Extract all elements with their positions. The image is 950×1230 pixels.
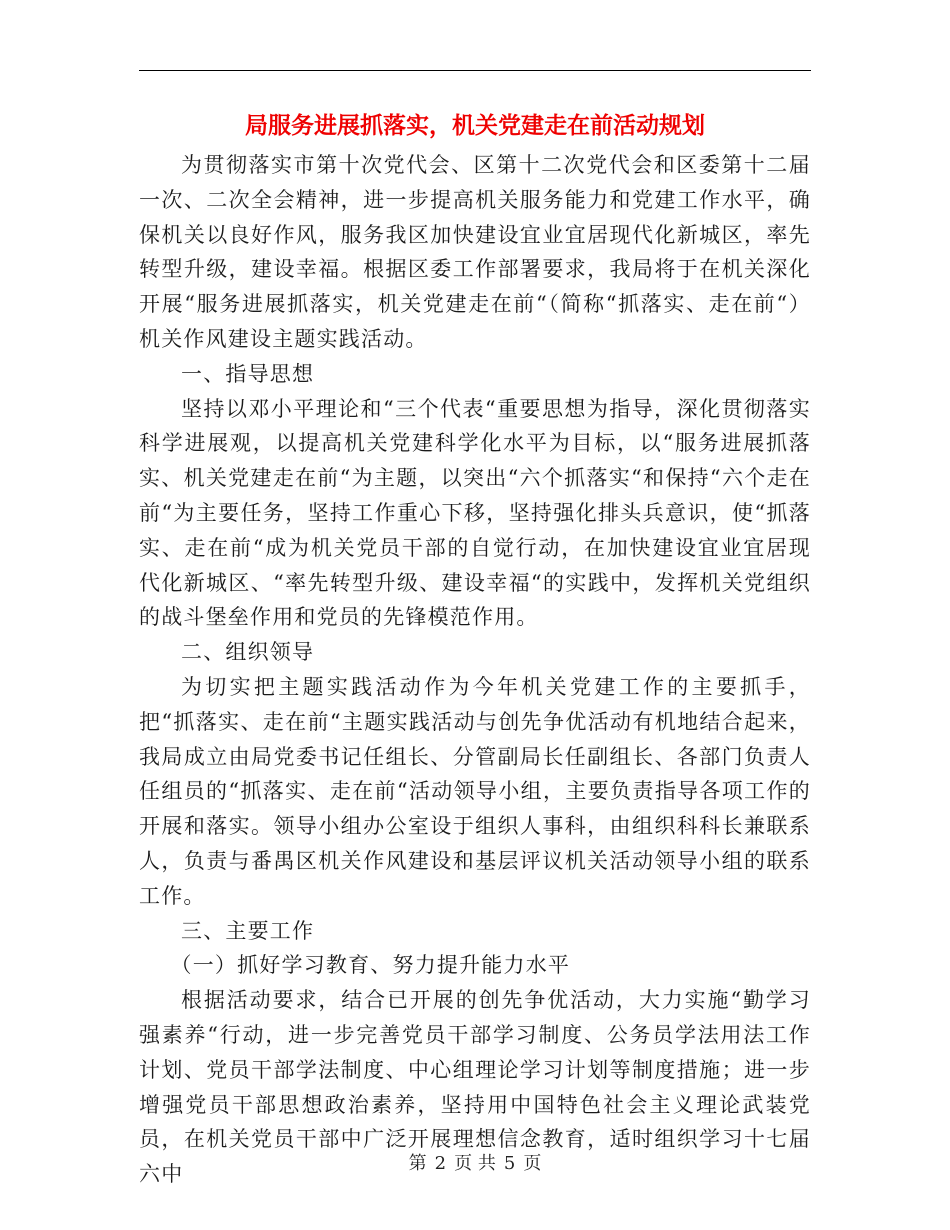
document-body — [139, 148, 811, 1192]
footer-prefix: 第 — [408, 1153, 427, 1174]
learning-paragraph: 根据活动要求，结合已开展的创先争优活动，大力实施“勤学习强素养“行动，进一步完善党员干部学习制度、公务员学法用法工作计划、党员干部学法制度、中心组理论学习计划等制度措施；进一步增强党员干部思想政治素养，坚持用中国特色社会主义理论武装党员，在机关党员干部中广泛开展理想信念教育，适时组织学习十七届六中 — [139, 988, 811, 1187]
footer-page-number: 2 — [434, 1153, 447, 1174]
footer-total-pages: 5 — [503, 1153, 516, 1174]
leadership-paragraph: 为切实把主题实践活动作为今年机关党建工作的主要抓手，把“抓落实、走在前“主题实践活动与创先争优活动有机地结合起来，我局成立由局党委书记任组长、分管副局长任副组长、各部门负责人任组员的“抓落实、走在前“活动领导小组，主要负责指导各项工作的开展和落实。领导小组办公室设于组织人事科，由组织科科长兼联系人，负责与番禺区机关作风建设和基层评议机关活动领导小组的联系工作。 — [139, 674, 811, 908]
header-rule — [139, 70, 811, 71]
intro-paragraph: 为贯彻落实市第十次党代会、区第十二次党代会和区委第十二届一次、二次全会精神，进一步提高机关服务能力和党建工作水平，确保机关以良好作风，服务我区加快建设宜业宜居现代化新城区，率先转型升级，建设幸福。根据区委工作部署要求，我局将于在机关深化开展“服务进展抓落实，机关党建走在前“（简称“抓落实、走在前“）机关作风建设主题实践活动。 — [139, 153, 811, 351]
subsection-heading-learning: （一）抓好学习教育、努力提升能力水平 — [170, 953, 571, 978]
section-heading-guiding-ideology: 一、指导思想 — [181, 361, 315, 386]
page-footer — [0, 1151, 950, 1177]
document-title: 局服务进展抓落实，机关党建走在前活动规划 — [245, 112, 705, 139]
footer-suffix: 页 — [523, 1153, 542, 1174]
guiding-ideology-paragraph: 坚持以邓小平理论和“三个代表“重要思想为指导，深化贯彻落实科学进展观，以提高机关党建科学化水平为目标，以“服务进展抓落实、机关党建走在前“为主题，以突出“六个抓落实“和保持“六个走在前“为主要任务，坚持工作重心下移，坚持强化排头兵意识，使“抓落实、走在前“成为机关党员干部的自觉行动，在加快建设宜业宜居现代化新城区、“率先转型升级、建设幸福“的实践中，发挥机关党组织的战斗堡垒作用和党员的先锋模范作用。 — [139, 396, 811, 630]
section-heading-main-work: 三、主要工作 — [181, 918, 315, 943]
section-heading-leadership: 二、组织领导 — [181, 640, 315, 665]
footer-middle: 页 共 — [454, 1153, 496, 1174]
